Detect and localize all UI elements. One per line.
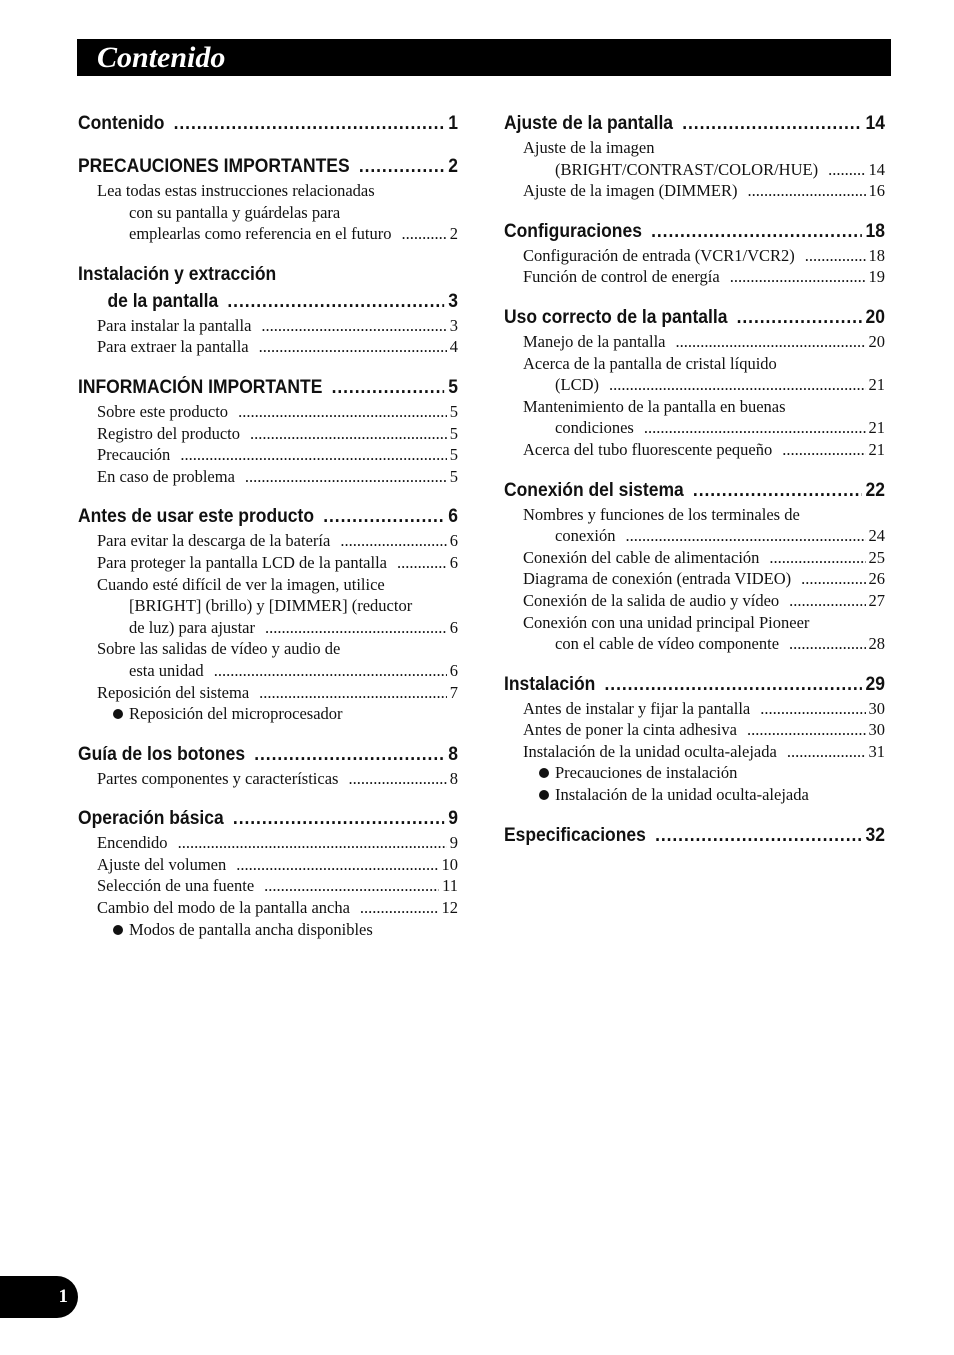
toc-bullet-item[interactable] <box>504 762 885 784</box>
toc-entry-line[interactable] <box>78 595 458 617</box>
dot-leader <box>332 374 445 401</box>
toc-page-number: 4 <box>449 337 458 357</box>
toc-entry[interactable] <box>78 530 458 552</box>
toc-entry-line[interactable] <box>78 180 458 202</box>
toc-label: Instalación de la unidad oculta-alejada <box>523 741 777 761</box>
toc-label: Manejo de la pantalla <box>523 331 666 351</box>
toc-page-number: 24 <box>868 526 885 546</box>
toc-entry[interactable] <box>78 768 458 790</box>
toc-entry[interactable] <box>78 336 458 358</box>
toc-entry[interactable] <box>504 590 885 612</box>
toc-left-column <box>78 110 458 956</box>
toc-bullet-label: Precauciones de instalación <box>555 763 738 783</box>
toc-heading[interactable] <box>504 671 885 698</box>
toc-heading[interactable] <box>78 110 458 137</box>
toc-page-number: 6 <box>449 617 458 637</box>
toc-label: Especificaciones <box>504 824 646 846</box>
toc-entry[interactable] <box>78 423 458 445</box>
toc-label: Selección de una fuente <box>97 876 255 896</box>
toc-label: Mantenimiento de la pantalla en buenas <box>523 396 786 416</box>
dot-leader <box>250 423 447 445</box>
toc-label: Guía de los botones <box>78 743 246 765</box>
toc-bullet-item[interactable] <box>504 784 885 806</box>
toc-bullet-item[interactable] <box>78 703 458 725</box>
toc-heading[interactable] <box>504 218 885 245</box>
toc-page-number: 3 <box>449 315 458 335</box>
page-title: Contenido <box>97 41 226 74</box>
dot-leader <box>236 854 438 876</box>
toc-page-number: 5 <box>448 376 459 398</box>
dot-leader <box>261 315 446 337</box>
toc-section <box>78 261 458 358</box>
toc-page-number: 22 <box>865 479 886 501</box>
toc-page-number: 7 <box>449 682 458 702</box>
toc-entry-line[interactable] <box>504 137 885 159</box>
toc-entry[interactable] <box>78 315 458 337</box>
toc-section <box>78 374 458 487</box>
toc-label: Ajuste del volumen <box>97 854 227 874</box>
toc-page-number: 14 <box>868 159 885 179</box>
toc-label: Nombres y funciones de los terminales de <box>523 504 800 524</box>
toc-label: Ajuste de la pantalla <box>504 113 674 134</box>
toc-entry[interactable] <box>504 741 885 763</box>
dot-leader <box>259 336 447 358</box>
toc-page-number: 1 <box>448 113 459 134</box>
toc-entry-line[interactable] <box>504 396 885 418</box>
dot-leader <box>245 466 447 488</box>
toc-label: INFORMACIÓN IMPORTANTE <box>78 376 323 398</box>
toc-label: de la pantalla <box>107 290 219 312</box>
toc-heading[interactable] <box>504 304 885 331</box>
toc-page-number: 11 <box>442 876 458 896</box>
toc-label: Partes componentes y características <box>97 768 339 788</box>
toc-entry[interactable] <box>78 401 458 423</box>
toc-page-number: 29 <box>865 673 886 695</box>
toc-entry[interactable] <box>504 266 885 288</box>
toc-page-number: 2 <box>449 224 458 244</box>
dot-leader <box>180 444 446 466</box>
dot-leader <box>805 245 866 267</box>
toc-label: Uso correcto de la pantalla <box>504 306 728 328</box>
dot-leader <box>644 417 866 439</box>
toc-label: Para proteger la pantalla LCD de la pantalla <box>97 552 387 572</box>
toc-label: con el cable de vídeo componente <box>555 634 780 654</box>
dot-leader <box>259 682 447 704</box>
toc-entry-line[interactable] <box>504 504 885 526</box>
toc-entry[interactable] <box>78 444 458 466</box>
toc-page-number: 6 <box>448 506 459 528</box>
dot-leader <box>254 741 444 768</box>
toc-label: conexión <box>555 526 616 546</box>
toc-label: Contenido <box>78 113 165 134</box>
dot-leader <box>747 180 865 202</box>
dot-leader <box>605 671 862 698</box>
toc-page-number: 5 <box>449 423 458 443</box>
toc-label: Antes de usar este producto <box>78 506 315 528</box>
toc-section <box>504 477 885 655</box>
toc-entry[interactable] <box>78 682 458 704</box>
dot-leader <box>397 552 447 574</box>
toc-heading[interactable] <box>78 374 458 401</box>
dot-leader <box>651 218 862 245</box>
toc-label: con su pantalla y guárdelas para <box>129 202 341 222</box>
toc-entry[interactable] <box>504 417 885 439</box>
dot-leader <box>178 832 447 854</box>
toc-heading[interactable] <box>78 153 458 180</box>
dot-leader <box>359 153 445 180</box>
page-number-tab <box>0 1276 78 1318</box>
toc-section <box>504 218 885 288</box>
title-bar <box>77 39 891 76</box>
toc-page-number: 5 <box>449 401 458 421</box>
toc-label: Configuración de entrada (VCR1/VCR2) <box>523 245 795 265</box>
toc-label: Diagrama de conexión (entrada VIDEO) <box>523 569 792 589</box>
toc-label: Conexión del cable de alimentación <box>523 547 760 567</box>
dot-leader <box>675 331 865 353</box>
toc-label: Acerca de la pantalla de cristal líquido <box>523 353 777 373</box>
dot-leader <box>348 768 446 790</box>
dot-leader <box>360 897 439 919</box>
toc-bullet-item[interactable] <box>78 919 458 941</box>
toc-label: Ajuste de la imagen (DIMMER) <box>523 181 738 201</box>
toc-entry[interactable] <box>78 466 458 488</box>
toc-label: Antes de instalar y fijar la pantalla <box>523 698 751 718</box>
dot-leader <box>789 590 865 612</box>
toc-heading-line2[interactable] <box>78 288 458 315</box>
toc-page-number: 9 <box>449 833 458 853</box>
toc-page-number: 18 <box>865 220 886 242</box>
dot-leader <box>265 617 447 639</box>
toc-page-number: 6 <box>449 552 458 572</box>
dot-leader <box>227 288 444 315</box>
toc-label: PRECAUCIONES IMPORTANTES <box>78 156 350 177</box>
toc-heading[interactable] <box>504 477 885 504</box>
dot-leader <box>233 805 445 832</box>
toc-right-column <box>504 110 885 865</box>
toc-entry-line[interactable] <box>504 353 885 375</box>
toc-entry[interactable] <box>504 633 885 655</box>
toc-entry-line[interactable] <box>78 638 458 660</box>
toc-page-number: 21 <box>868 375 885 395</box>
toc-label: Sobre este producto <box>97 401 229 421</box>
dot-leader <box>655 822 862 849</box>
toc-label: esta unidad <box>129 660 204 680</box>
toc-page-number: 26 <box>868 569 885 589</box>
toc-section <box>504 110 885 202</box>
dot-leader <box>782 439 865 461</box>
toc-label: Operación básica <box>78 808 224 830</box>
toc-entry[interactable] <box>504 331 885 353</box>
toc-label: (BRIGHT/CONTRAST/COLOR/HUE) <box>555 159 819 179</box>
toc-page-number: 25 <box>868 547 885 567</box>
toc-entry[interactable] <box>78 617 458 639</box>
toc-page-number: 27 <box>868 590 885 610</box>
toc-page-number: 19 <box>868 267 885 287</box>
dot-leader <box>747 719 866 741</box>
toc-section <box>504 822 885 849</box>
toc-entry[interactable] <box>78 552 458 574</box>
toc-entry[interactable] <box>78 660 458 682</box>
page-number: 1 <box>58 1286 68 1307</box>
toc-page-number: 6 <box>449 660 458 680</box>
toc-section <box>78 741 458 790</box>
toc-label: Ajuste de la imagen <box>523 138 655 157</box>
toc-page-number: 32 <box>865 824 886 846</box>
toc-label: Conexión de la salida de audio y vídeo <box>523 590 780 610</box>
toc-page-number: 12 <box>441 898 458 918</box>
toc-entry[interactable] <box>504 547 885 569</box>
toc-label: Encendido <box>97 833 168 853</box>
dot-leader <box>828 159 865 181</box>
toc-label: Precaución <box>97 445 171 465</box>
toc-entry[interactable] <box>504 439 885 461</box>
dot-leader <box>682 110 862 137</box>
toc-page-number: 3 <box>448 290 459 312</box>
toc-page-number: 9 <box>448 808 459 830</box>
toc-entry[interactable] <box>78 223 458 245</box>
dot-leader <box>693 477 862 504</box>
toc-section <box>504 304 885 461</box>
toc-label: Sobre las salidas de vídeo y audio de <box>97 639 341 659</box>
toc-entry[interactable] <box>504 568 885 590</box>
toc-label: Cuando esté difícil de ver la imagen, utilice <box>97 574 385 594</box>
toc-entry[interactable] <box>78 832 458 854</box>
toc-label: Cambio del modo de la pantalla ancha <box>97 898 350 918</box>
dot-leader <box>214 660 447 682</box>
toc-entry[interactable] <box>78 897 458 919</box>
dot-leader <box>769 547 865 569</box>
toc-section <box>78 503 458 724</box>
toc-entry[interactable] <box>78 854 458 876</box>
toc-page-number: 20 <box>868 331 885 351</box>
toc-section <box>504 671 885 806</box>
toc-entry[interactable] <box>504 374 885 396</box>
toc-heading-label: Instalación y extracción <box>78 263 277 285</box>
toc-label: Conexión con una unidad principal Pioneer <box>523 612 810 632</box>
toc-page-number: 8 <box>448 743 459 765</box>
toc-heading[interactable] <box>504 822 885 849</box>
toc-page-number: 10 <box>441 854 458 874</box>
toc-label: [BRIGHT] (brillo) y [DIMMER] (reductor <box>129 596 413 616</box>
toc-page-number: 30 <box>868 698 885 718</box>
toc-entry[interactable] <box>504 245 885 267</box>
dot-leader <box>789 633 865 655</box>
dot-leader <box>323 503 444 530</box>
toc-label: Acerca del tubo fluorescente pequeño <box>523 439 773 459</box>
toc-entry-line[interactable] <box>78 202 458 224</box>
toc-section <box>78 153 458 245</box>
toc-page-number: 14 <box>865 113 886 134</box>
toc-label: condiciones <box>555 418 634 438</box>
toc-page-number: 5 <box>449 445 458 465</box>
toc-label: Conexión del sistema <box>504 479 684 501</box>
toc-entry[interactable] <box>504 180 885 202</box>
toc-heading[interactable] <box>78 503 458 530</box>
toc-label: En caso de problema <box>97 466 235 486</box>
toc-page-number: 21 <box>868 418 885 438</box>
toc-page-number: 30 <box>868 720 885 740</box>
dot-leader <box>264 875 439 897</box>
dot-leader <box>737 304 862 331</box>
toc-entry[interactable] <box>504 719 885 741</box>
toc-label: Registro del producto <box>97 423 240 443</box>
dot-leader <box>625 525 865 547</box>
toc-page-number: 2 <box>448 156 459 177</box>
toc-section <box>78 805 458 940</box>
toc-label: Configuraciones <box>504 220 642 242</box>
toc-page-number: 5 <box>449 466 458 486</box>
toc-page-number: 8 <box>449 768 458 788</box>
toc-label: Lea todas estas instrucciones relacionadas <box>97 181 375 200</box>
toc-page-number: 28 <box>868 634 885 654</box>
toc-label: Instalación <box>504 673 596 695</box>
dot-leader <box>402 223 447 245</box>
toc-page-number: 21 <box>868 439 885 459</box>
toc-heading[interactable] <box>78 805 458 832</box>
toc-bullet-label: Reposición del microprocesador <box>129 704 343 724</box>
toc-label: Para evitar la descarga de la batería <box>97 531 331 551</box>
dot-leader <box>238 401 447 423</box>
toc-entry[interactable] <box>504 159 885 181</box>
toc-entry-line[interactable] <box>78 574 458 596</box>
toc-heading[interactable] <box>78 261 458 288</box>
dot-leader <box>801 568 865 590</box>
toc-label: de luz) para ajustar <box>129 617 255 637</box>
toc-page-number: 16 <box>868 181 885 201</box>
toc-label: (LCD) <box>555 375 599 395</box>
toc-section <box>78 110 458 137</box>
dot-leader <box>174 110 445 137</box>
dot-leader <box>340 530 446 552</box>
toc-heading[interactable] <box>504 110 885 137</box>
toc-bullet-label: Instalación de la unidad oculta-alejada <box>555 785 809 805</box>
toc-label: Para extraer la pantalla <box>97 337 249 357</box>
toc-label: Reposición del sistema <box>97 682 250 702</box>
toc-page-number: 31 <box>868 741 885 761</box>
dot-leader <box>609 374 866 396</box>
dot-leader <box>787 741 866 763</box>
toc-entry[interactable] <box>78 875 458 897</box>
dot-leader <box>730 266 866 288</box>
toc-label: Antes de poner la cinta adhesiva <box>523 720 737 740</box>
toc-entry[interactable] <box>504 525 885 547</box>
toc-heading[interactable] <box>78 741 458 768</box>
toc-entry[interactable] <box>504 698 885 720</box>
toc-label: Función de control de energía <box>523 267 720 287</box>
toc-entry-line[interactable] <box>504 612 885 634</box>
toc-page-number: 18 <box>868 245 885 265</box>
toc-label: emplearlas como referencia en el futuro <box>129 224 392 244</box>
dot-leader <box>760 698 865 720</box>
toc-page-number: 6 <box>449 531 458 551</box>
toc-bullet-label: Modos de pantalla ancha disponibles <box>129 919 373 939</box>
toc-label: Para instalar la pantalla <box>97 315 252 335</box>
toc-page-number: 20 <box>865 306 886 328</box>
